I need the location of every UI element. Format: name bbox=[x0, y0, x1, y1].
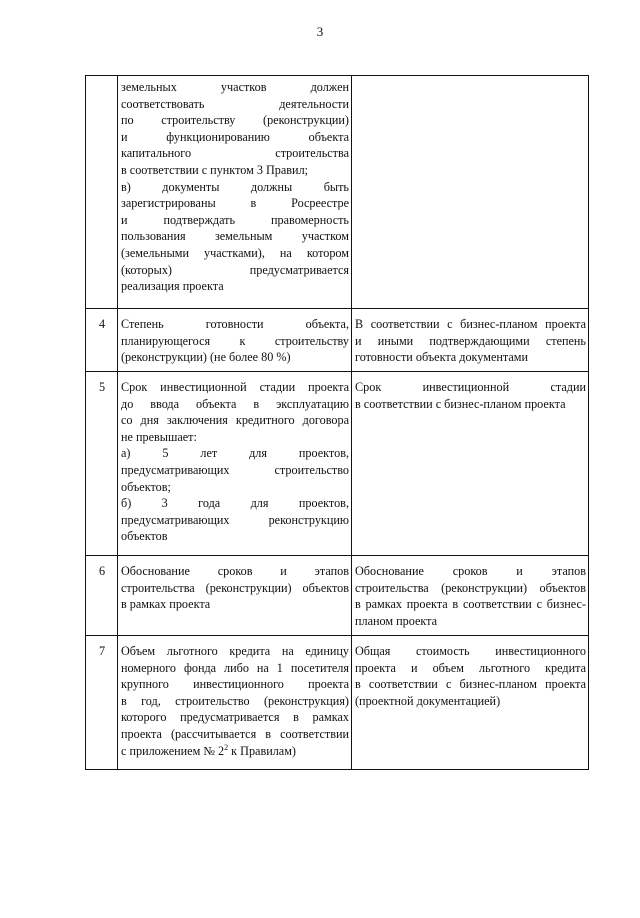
text-part: к Правилам) bbox=[228, 743, 296, 758]
text-line: в рамках проекта в соответствии с бизнес- bbox=[355, 597, 586, 612]
text-line: в соответствии с бизнес-планом проекта bbox=[355, 396, 566, 411]
criterion-cell bbox=[118, 372, 352, 556]
text-line: Срок инвестиционной стадии bbox=[355, 380, 586, 394]
text-line: номерного фонда либо на 1 посетителя bbox=[121, 660, 349, 675]
text-line: (проектной документацией) bbox=[355, 693, 501, 708]
text-line: Обоснование сроков и этапов bbox=[121, 564, 349, 578]
text-line: проекта (рассчитывается в соответствии bbox=[121, 726, 349, 741]
confirmation-cell bbox=[352, 372, 589, 556]
text-line: реализация проекта bbox=[121, 279, 224, 294]
text-line: до ввода объекта в эксплуатацию bbox=[121, 396, 349, 411]
text-line: в год, строительство (реконструкция) bbox=[121, 693, 349, 708]
criterion-cell bbox=[118, 636, 352, 770]
text-line: (земельными участками), на котором bbox=[121, 245, 349, 260]
text-line: в соответствии с пунктом 3 Правил; bbox=[121, 162, 309, 177]
text-line: а) 5 лет для проектов, bbox=[121, 446, 349, 461]
text-line: со дня заключения кредитного договора bbox=[121, 413, 349, 428]
criterion-cell bbox=[118, 309, 352, 372]
row-number: 6 bbox=[86, 556, 118, 636]
text-line: и иными подтверждающими степень bbox=[355, 333, 586, 348]
text-line: объектов bbox=[121, 529, 168, 544]
text-line: проекта и объем льготного кредита bbox=[355, 660, 586, 675]
row-number: 7 bbox=[86, 636, 118, 770]
text-line: готовности объекта документами bbox=[355, 350, 528, 365]
text-line: соответствовать деятельности bbox=[121, 96, 349, 111]
text-line: Срок инвестиционной стадии проекта bbox=[121, 380, 349, 394]
text-line: в соответствии с бизнес-планом проекта bbox=[355, 677, 586, 692]
confirmation-cell bbox=[352, 636, 589, 770]
requirements-table bbox=[85, 75, 589, 770]
text-line-with-superscript bbox=[121, 743, 349, 760]
text-line: не превышает: bbox=[121, 429, 197, 444]
text-line: В соответствии с бизнес-планом проекта bbox=[355, 317, 586, 331]
text-line: в) документы должны быть bbox=[121, 179, 349, 194]
page-number: 3 bbox=[316, 24, 324, 39]
table-row bbox=[86, 309, 589, 372]
text-line: объектов; bbox=[121, 479, 171, 494]
table-row bbox=[86, 636, 589, 770]
text-line: (которых) предусматривается bbox=[121, 262, 349, 277]
text-line: которого предусматривается в рамках bbox=[121, 710, 349, 725]
text-line: строительства (реконструкции) объектов bbox=[121, 580, 349, 595]
confirmation-cell bbox=[352, 309, 589, 372]
confirmation-cell bbox=[352, 76, 589, 309]
text-line: Степень готовности объекта, bbox=[121, 317, 349, 331]
table-row bbox=[86, 372, 589, 556]
text-line: Объем льготного кредита на единицу bbox=[121, 644, 349, 658]
text-line: строительства (реконструкции) объектов bbox=[355, 580, 586, 595]
text-line: Обоснование сроков и этапов bbox=[355, 564, 586, 578]
text-part: с приложением № 2 bbox=[121, 743, 225, 758]
text-line: капитального строительства bbox=[121, 146, 349, 161]
criterion-cell bbox=[118, 76, 352, 309]
table-row bbox=[86, 556, 589, 636]
criterion-cell bbox=[118, 556, 352, 636]
text-line: и подтверждать правомерность bbox=[121, 212, 349, 227]
text-line: Общая стоимость инвестиционного bbox=[355, 644, 586, 658]
text-line: пользования земельным участком bbox=[121, 229, 349, 244]
text-line: зарегистрированы в Росреестре bbox=[121, 196, 349, 211]
text-line: по строительству (реконструкции) bbox=[121, 113, 349, 128]
text-line: планирующегося к строительству bbox=[121, 333, 349, 348]
text-line: и функционированию объекта bbox=[121, 129, 349, 144]
row-number bbox=[86, 76, 118, 309]
text-line: б) 3 года для проектов, bbox=[121, 496, 349, 511]
text-line: в рамках проекта bbox=[121, 597, 211, 612]
text-line: (реконструкции) (не более 80 %) bbox=[121, 350, 291, 365]
text-line: предусматривающих строительство bbox=[121, 462, 349, 477]
row-number: 5 bbox=[86, 372, 118, 556]
row-number: 4 bbox=[86, 309, 118, 372]
superscript: 2 bbox=[224, 742, 229, 752]
table-row bbox=[86, 76, 589, 309]
text-line: земельных участков должен bbox=[121, 80, 349, 94]
confirmation-cell bbox=[352, 556, 589, 636]
text-line: предусматривающих реконструкцию bbox=[121, 512, 349, 527]
text-line: крупного инвестиционного проекта bbox=[121, 677, 349, 692]
text-line: планом проекта bbox=[355, 613, 438, 628]
